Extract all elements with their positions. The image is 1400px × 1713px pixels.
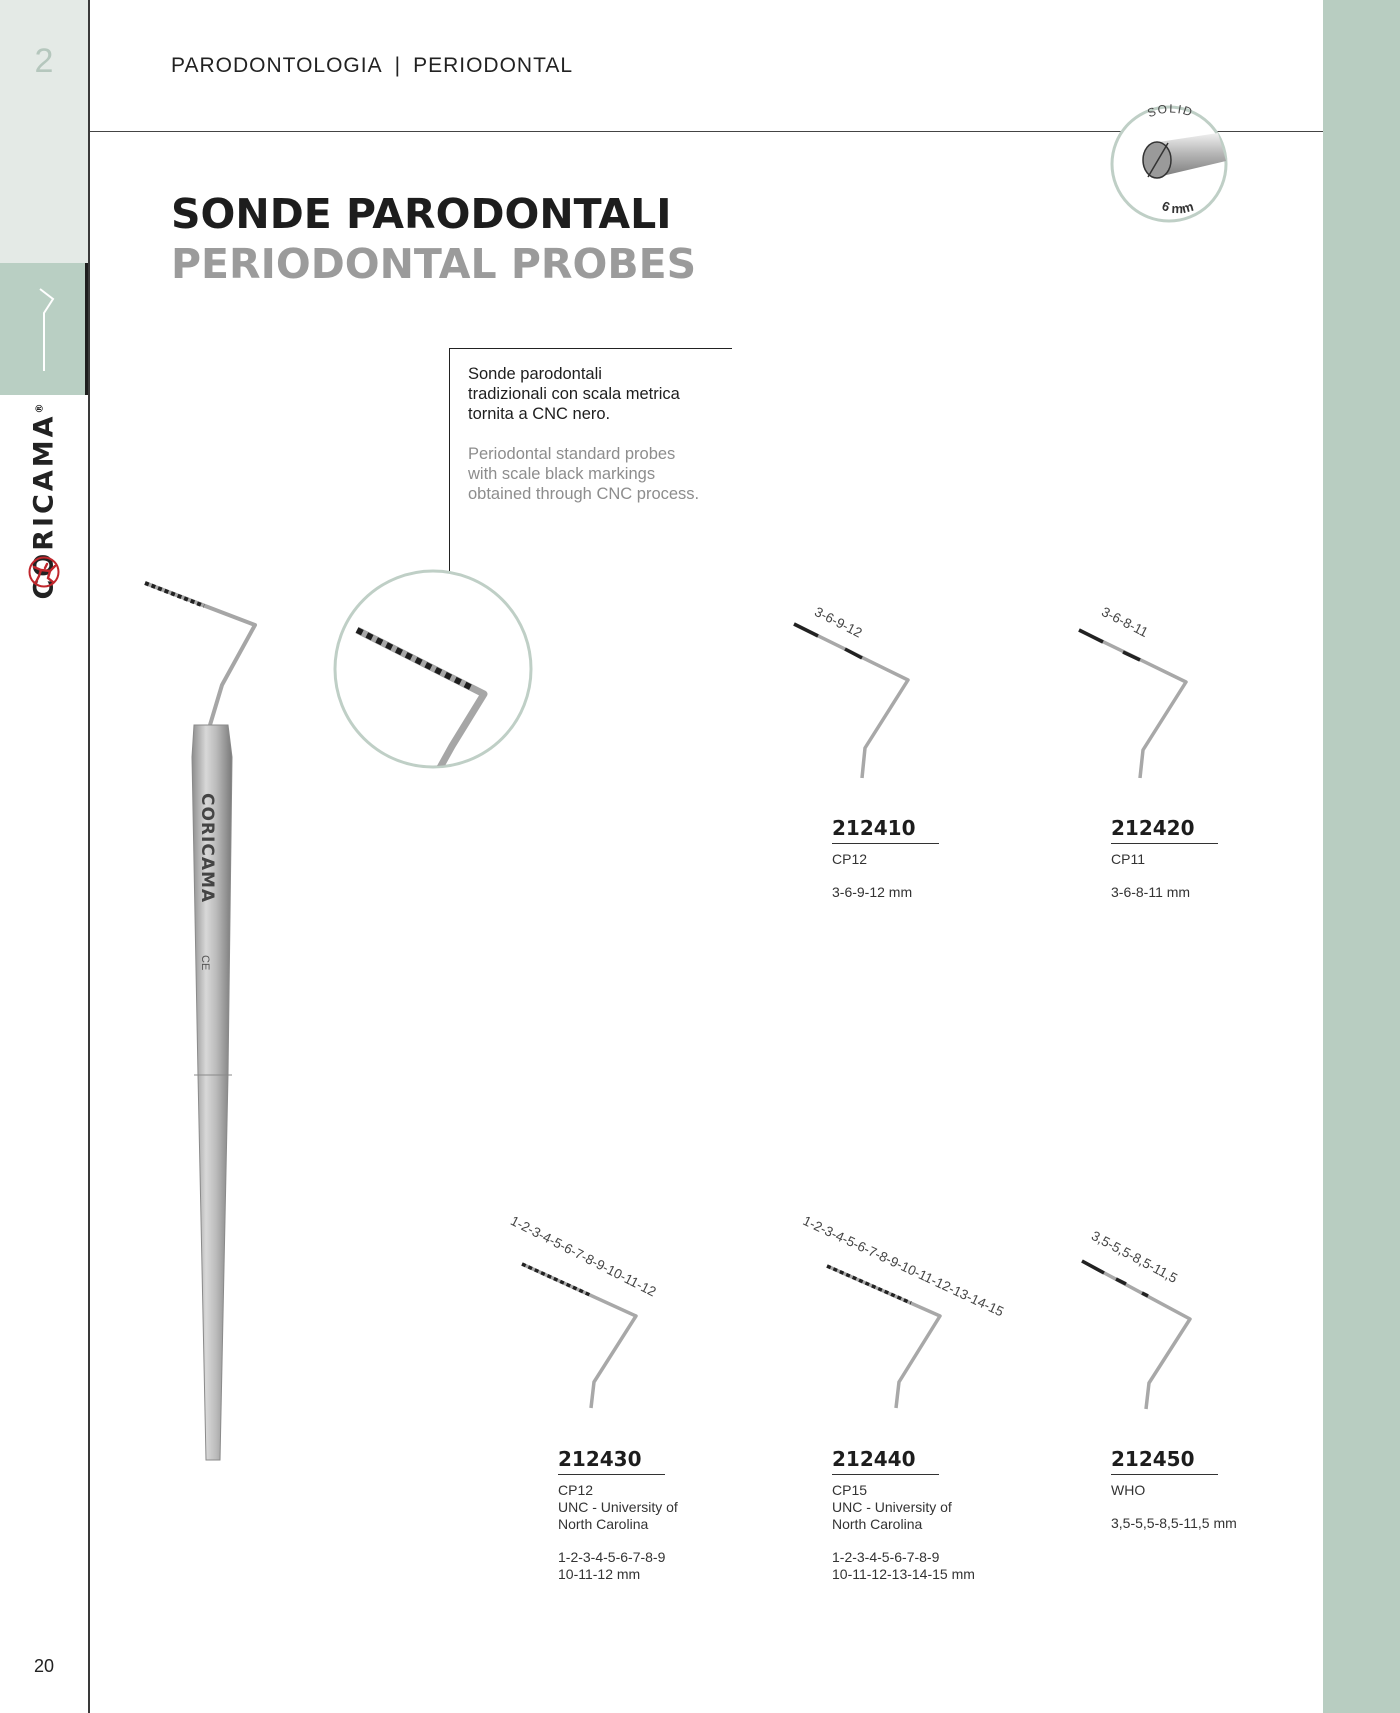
breadcrumb-section-en[interactable]: PERIODONTAL <box>413 54 574 77</box>
product-mm-212410: 3-6-9-12 mm <box>832 884 913 900</box>
probe-icon <box>28 285 68 375</box>
description-it <box>468 364 758 424</box>
product-model-212440: CP15 <box>832 1482 868 1498</box>
product-code-212430[interactable]: 212430 <box>558 1447 642 1471</box>
product-code-rule <box>1111 843 1218 844</box>
breadcrumb-separator: | <box>394 54 402 77</box>
product-mm-212420: 3-6-8-11 mm <box>1111 884 1191 900</box>
product-code-212420[interactable]: 212420 <box>1111 816 1195 840</box>
probe-image-212420 <box>1075 626 1195 780</box>
right-color-strip <box>1323 0 1400 1713</box>
product-mm-line: 3,5-5,5-8,5-11,5 mm <box>1111 1515 1237 1531</box>
product-code-rule <box>832 843 939 844</box>
product-info-212450 <box>1111 1482 1237 1532</box>
product-mm-line: 1-2-3-4-5-6-7-8-9 <box>558 1549 666 1565</box>
page-title-it: SONDE PARODONTALI <box>171 190 672 238</box>
description-en-line: obtained through CNC process. <box>468 485 700 503</box>
badge-bottom-label: 6 mm <box>1159 198 1196 217</box>
product-code-212450[interactable]: 212450 <box>1111 1447 1195 1471</box>
product-model-212430: CP12 <box>558 1482 594 1498</box>
description-it-line: tornita a CNC nero. <box>468 405 611 423</box>
scale-label-212450: 3,5-5,5-8,5-11,5 <box>1088 1228 1180 1286</box>
product-model-212420: CP11 <box>1111 851 1145 867</box>
product-desc-line: UNC - University of <box>558 1499 678 1515</box>
description-it-line: tradizionali con scala metrica <box>468 385 680 403</box>
product-model-212410: CP12 <box>832 851 868 867</box>
handle-ce-mark: CE <box>199 955 211 971</box>
description-en-line: with scale black markings <box>468 465 656 483</box>
handle-brand-text: CORICAMA <box>197 793 217 904</box>
product-code-rule <box>558 1474 665 1475</box>
product-info-212440 <box>832 1482 975 1583</box>
product-desc-line: UNC - University of <box>832 1499 952 1515</box>
product-info-212430 <box>558 1482 678 1583</box>
probe-image-main <box>140 575 270 1470</box>
scale-label-212410: 3-6-9-12 <box>812 604 865 641</box>
probe-image-212450 <box>1078 1257 1198 1412</box>
badge-top-label: SOLID <box>1145 103 1196 121</box>
description-it-line: Sonde parodontali <box>468 365 602 383</box>
description-en <box>468 444 758 504</box>
probe-image-212410 <box>790 620 915 780</box>
breadcrumb-section-it[interactable]: PARODONTOLOGIA <box>171 54 383 77</box>
product-mm-line: 1-2-3-4-5-6-7-8-9 <box>832 1549 940 1565</box>
magnified-tip <box>332 568 534 770</box>
product-mm-line: 10-11-12-13-14-15 mm <box>832 1566 975 1582</box>
scale-label-212430: 1-2-3-4-5-6-7-8-9-10-11-12 <box>508 1213 659 1300</box>
page-number: 20 <box>33 1656 55 1676</box>
rail-divider <box>88 0 90 1713</box>
product-desc-line: North Carolina <box>558 1516 649 1532</box>
chapter-number: 2 <box>34 42 54 80</box>
product-code-rule <box>1111 1474 1218 1475</box>
scale-label-212420: 3-6-8-11 <box>1099 604 1151 641</box>
brand-logo-icon <box>28 556 60 588</box>
product-mm-line: 10-11-12 mm <box>558 1566 641 1582</box>
product-desc-line: North Carolina <box>832 1516 923 1532</box>
product-model-212450: WHO <box>1111 1482 1146 1498</box>
product-code-212440[interactable]: 212440 <box>832 1447 916 1471</box>
registered-mark: ® <box>34 400 46 414</box>
breadcrumb <box>171 54 573 78</box>
scale-label-212440: 1-2-3-4-5-6-7-8-9-10-11-12-13-14-15 <box>800 1213 1007 1320</box>
product-code-212410[interactable]: 212410 <box>832 816 916 840</box>
solid-handle-badge <box>1108 103 1230 225</box>
left-rail-top <box>0 0 88 263</box>
brand-name: CORICAMA <box>28 413 60 600</box>
page-title-en: PERIODONTAL PROBES <box>171 240 697 288</box>
description-en-line: Periodontal standard probes <box>468 445 676 463</box>
product-code-rule <box>832 1474 939 1475</box>
